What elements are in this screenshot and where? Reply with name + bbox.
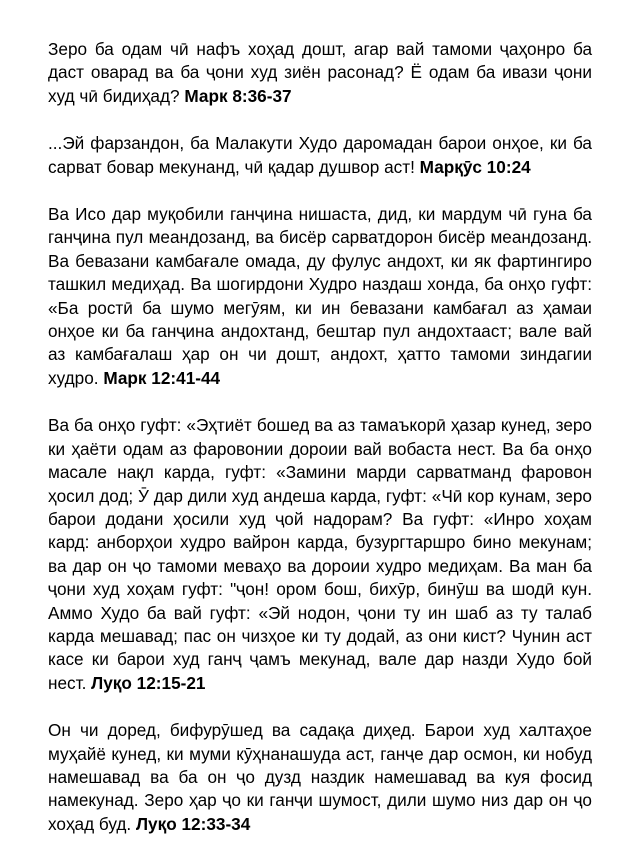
- scripture-reference: Марк 12:41-44: [103, 367, 221, 388]
- scripture-reference: Марқӯс 10:24: [419, 156, 531, 177]
- scripture-reference: Луқо 12:15-21: [91, 672, 206, 693]
- paragraph-text: ...Эй фарзандон, ба Малакути Худо даромадан барои онҳое, ки ба сарват бовар мекунанд, чӣ қадар душвор аст!: [48, 133, 592, 177]
- paragraph-text: Он чи доред, бифурӯшед ва садақа диҳед. Барои худ халтаҳое муҳайё кунед, ки муми кӯҳнанашуда аст, ганҷе дар осмон, ки нобуд намешавад ва ба он ҷо дузд наздик намешавад ва куя фосид намекунад. Зеро ҳар ҷо ки ганҷи шумост, дили шумо низ дар он ҷо хоҳад буд.: [48, 720, 592, 834]
- paragraph-3: [48, 203, 592, 390]
- scripture-reference: Марк 8:36-37: [184, 85, 292, 106]
- scripture-reference: Луқо 12:33-34: [136, 813, 251, 834]
- paragraph-text: Ва Исо дар муқобили ганҷина нишаста, дид, ки мардум чӣ гуна ба ганҷина пул меандозанд, ва бисёр сарватдорон бисёр меандозанд. Ва бевазани камбағале омада, ду фулус андохт, ки як фартингиро ташкил медиҳад. Ва шогирдони Худро наздаш хонда, ба онҳо гуфт: «Ба ростӣ ба шумо мегӯям, ки ин бевазани камбағал аз ҳамаи онҳое ки ба ганҷина андохтанд, бештар пул андохтааст; вале вай аз камбағалаш ҳар он чи дошт, андохт, ҳатто тамоми зиндагии худро.: [48, 204, 592, 388]
- document-page: [48, 38, 592, 860]
- paragraph-4: [48, 414, 592, 695]
- paragraph-1: [48, 38, 592, 108]
- paragraph-2: [48, 132, 592, 179]
- paragraph-text: Ва ба онҳо гуфт: «Эҳтиёт бошед ва аз тамаъкорӣ ҳазар кунед, зеро ки ҳаёти одам аз фаровонии дороии вай вобаста нест. Ва ба онҳо масале нақл карда, гуфт: «Замини марди сарватманд фаровон ҳосил дод; Ӯ дар дили худ андеша карда, гуфт: «Чӣ кор кунам, зеро барои додани ҳосили худ ҷой надорам? Ва гуфт: «Инро хоҳам кард: анборҳои худро вайрон карда, бузургтаршро бино мекунам; ва дар он ҷо тамоми меваҳо ва дороии худро медиҳам. Ва ман ба ҷони худ хоҳам гуфт: "ҷон! ором бош, бихӯр, бинӯш ва шодӣ кун. Аммо Худо ба вай гуфт: «Эй нодон, ҷони ту ин шаб аз ту талаб карда мешавад; пас он чизҳое ки ту додай, аз они кист? Чунин аст касе ки барои худ ганҷ ҷамъ мекунад, вале дар назди Худо бой нест.: [48, 415, 592, 693]
- paragraph-text: Зеро ба одам чӣ нафъ хоҳад дошт, агар вай тамоми ҷаҳонро ба даст оварад ва ба ҷони худ зиён расонад? Ё одам ба ивази ҷони худ чӣ бидиҳад?: [48, 39, 592, 106]
- paragraph-5: [48, 719, 592, 836]
